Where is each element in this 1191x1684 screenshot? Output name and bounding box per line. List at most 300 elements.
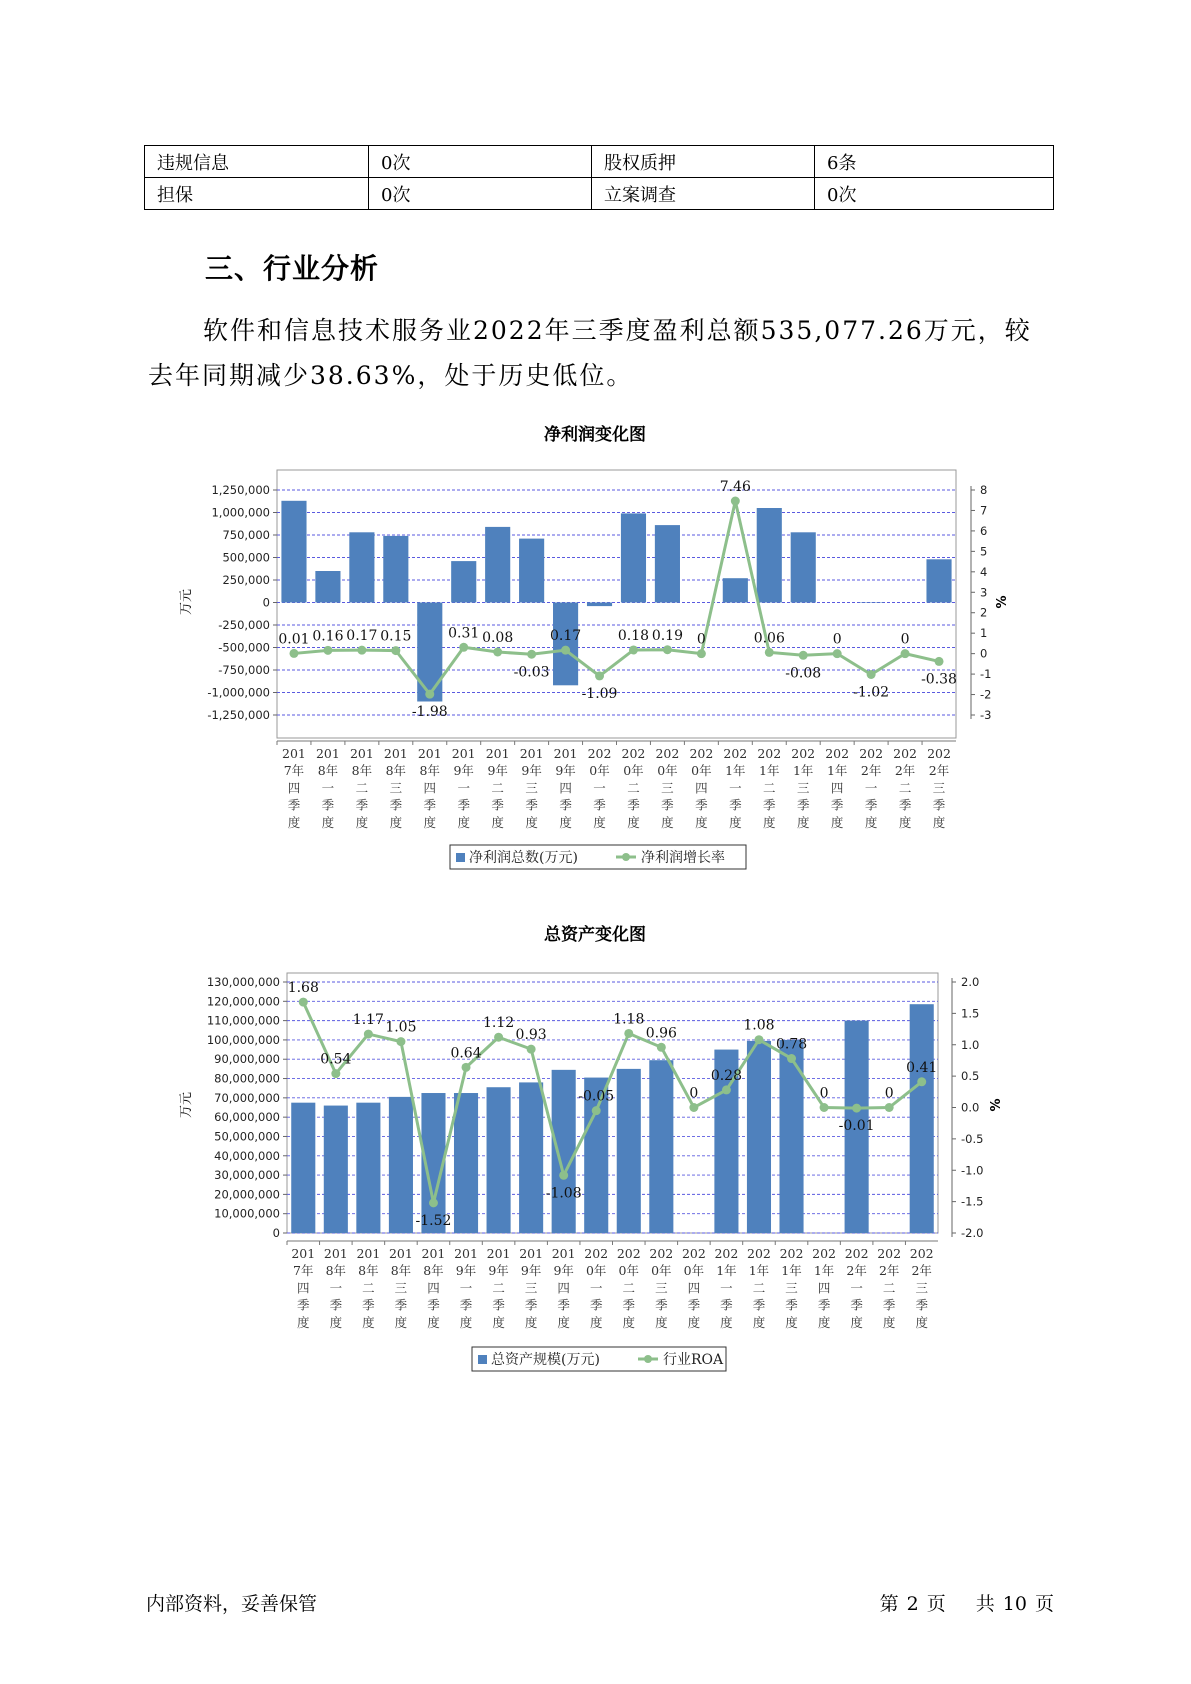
x-tick-label: 季 bbox=[459, 1297, 473, 1313]
x-tick-label: 三 bbox=[932, 780, 946, 796]
x-tick-label: 季 bbox=[830, 797, 844, 813]
x-tick-label: 201 bbox=[421, 1246, 446, 1261]
x-tick-label: 四 bbox=[817, 1280, 831, 1296]
legend-bar-swatch bbox=[456, 853, 465, 862]
x-tick-label: 四 bbox=[559, 780, 572, 796]
x-tick-label: 三 bbox=[915, 1280, 928, 1296]
data-label: -0.03 bbox=[513, 664, 550, 681]
bar bbox=[649, 1060, 673, 1233]
y-axis-label: 万元 bbox=[179, 588, 194, 616]
y-tick-label: 0 bbox=[262, 595, 270, 610]
y2-tick-label: 2.0 bbox=[961, 975, 980, 989]
y2-tick-label: 0.0 bbox=[961, 1100, 980, 1115]
x-tick-label: 9年 bbox=[455, 1263, 477, 1279]
data-label: 0.41 bbox=[906, 1059, 938, 1076]
x-tick-label: 度 bbox=[593, 814, 606, 830]
y-tick-label: 1,250,000 bbox=[211, 483, 270, 497]
bar bbox=[910, 1004, 934, 1233]
bar bbox=[723, 578, 748, 602]
line-point bbox=[494, 1033, 503, 1042]
line-point bbox=[820, 1103, 829, 1112]
data-label: 0.08 bbox=[482, 630, 514, 646]
x-tick-label: 季 bbox=[589, 1297, 603, 1313]
y2-tick-label: 8 bbox=[980, 483, 988, 497]
table-cell-value: 0次 bbox=[369, 146, 592, 178]
y-tick-label: 20,000,000 bbox=[214, 1187, 280, 1202]
x-tick-label: 201 bbox=[417, 746, 442, 761]
x-tick-label: 季 bbox=[491, 797, 504, 813]
y2-tick-label: 1.0 bbox=[961, 1037, 980, 1052]
x-tick-label: 季 bbox=[785, 1297, 798, 1313]
x-tick-label: 度 bbox=[491, 814, 504, 830]
x-tick-label: 度 bbox=[655, 1314, 668, 1330]
x-tick-label: 度 bbox=[559, 814, 572, 830]
x-tick-label: 度 bbox=[423, 814, 437, 830]
x-tick-label: 季 bbox=[687, 1297, 701, 1313]
table-cell-label: 立案调查 bbox=[592, 178, 815, 210]
data-label: 1.17 bbox=[352, 1012, 384, 1029]
x-tick-label: 202 bbox=[757, 746, 782, 761]
y-tick-label: 110,000,000 bbox=[206, 1013, 280, 1028]
data-label: 0.93 bbox=[515, 1027, 547, 1044]
y2-tick-label: -2 bbox=[980, 687, 992, 702]
x-tick-label: 度 bbox=[362, 1314, 375, 1330]
legend-bar-label: 净利润总数(万元) bbox=[469, 850, 578, 866]
line-point bbox=[595, 671, 604, 680]
legend-line-label: 净利润增长率 bbox=[641, 850, 725, 866]
x-tick-label: 一 bbox=[593, 780, 606, 796]
bar bbox=[747, 1041, 771, 1233]
line-point bbox=[299, 998, 308, 1007]
x-tick-label: 201 bbox=[485, 746, 510, 761]
y2-tick-label: 5 bbox=[980, 544, 988, 559]
x-tick-label: 202 bbox=[877, 1246, 902, 1261]
line-point bbox=[391, 646, 400, 655]
x-tick-label: 度 bbox=[864, 814, 878, 830]
total-num: 10 bbox=[1002, 1593, 1027, 1615]
x-tick-label: 202 bbox=[779, 1246, 804, 1261]
x-tick-label: 202 bbox=[649, 1246, 674, 1261]
x-tick-label: 1年 bbox=[813, 1263, 835, 1279]
x-tick-label: 201 bbox=[388, 1246, 413, 1261]
line-point bbox=[559, 1171, 568, 1180]
x-tick-label: 四 bbox=[557, 1280, 570, 1296]
x-tick-label: 202 bbox=[844, 1246, 869, 1261]
y-tick-label: -1,000,000 bbox=[207, 685, 270, 700]
y2-axis-label: % bbox=[989, 1098, 1004, 1112]
line-point bbox=[852, 1104, 861, 1113]
x-tick-label: 202 bbox=[723, 746, 748, 761]
y2-tick-label: -0.5 bbox=[961, 1131, 984, 1146]
x-tick-label: 三 bbox=[661, 780, 674, 796]
data-label: 1.12 bbox=[482, 1015, 515, 1032]
net-profit-chart-svg bbox=[0, 425, 1191, 885]
x-tick-label: 度 bbox=[882, 1314, 896, 1330]
x-tick-label: 202 bbox=[893, 746, 918, 761]
x-tick-label: 8年 bbox=[423, 1263, 444, 1279]
data-label: 1.18 bbox=[613, 1011, 645, 1028]
x-tick-label: 度 bbox=[427, 1314, 440, 1330]
x-tick-label: 201 bbox=[454, 1246, 478, 1261]
x-tick-label: 201 bbox=[486, 1246, 511, 1261]
total-assets-chart-svg bbox=[0, 925, 1191, 1395]
data-label: 0.17 bbox=[549, 628, 582, 645]
bar bbox=[519, 539, 544, 603]
line-point bbox=[592, 1106, 601, 1115]
total-unit: 页 bbox=[1034, 1593, 1054, 1615]
legend-line-label: 行业ROA bbox=[663, 1352, 724, 1368]
line-point bbox=[289, 649, 298, 658]
x-tick-label: 8年 bbox=[358, 1263, 379, 1279]
line-point bbox=[629, 645, 638, 654]
bar bbox=[655, 525, 680, 602]
line-point bbox=[917, 1077, 926, 1086]
x-tick-label: 8年 bbox=[325, 1263, 347, 1279]
y2-tick-label: 1.5 bbox=[961, 1006, 980, 1021]
table-row bbox=[145, 178, 1054, 210]
x-tick-label: 度 bbox=[394, 1314, 408, 1330]
x-tick-label: 9年 bbox=[520, 1263, 542, 1279]
line-point bbox=[527, 1045, 536, 1054]
line-point bbox=[527, 650, 536, 659]
x-tick-label: 季 bbox=[287, 797, 301, 813]
x-tick-label: 度 bbox=[817, 1314, 831, 1330]
x-tick-label: 度 bbox=[785, 1314, 798, 1330]
x-tick-label: 二 bbox=[622, 1280, 636, 1296]
y2-tick-label: 2 bbox=[980, 605, 988, 620]
x-tick-label: 二 bbox=[763, 780, 776, 796]
x-tick-label: 9年 bbox=[488, 1263, 509, 1279]
table-cell-label: 股权质押 bbox=[592, 146, 815, 178]
x-tick-label: 度 bbox=[627, 814, 640, 830]
legend-bar-swatch bbox=[478, 1355, 487, 1364]
y2-tick-label: 4 bbox=[980, 564, 988, 579]
x-tick-label: 度 bbox=[898, 814, 912, 830]
y-tick-label: 80,000,000 bbox=[214, 1071, 280, 1086]
x-tick-label: 201 bbox=[356, 1246, 381, 1261]
x-tick-label: 季 bbox=[695, 797, 708, 813]
x-tick-label: 201 bbox=[519, 1246, 544, 1261]
x-tick-label: 季 bbox=[796, 797, 810, 813]
bar bbox=[485, 527, 510, 603]
data-label: 0.78 bbox=[775, 1036, 808, 1053]
x-tick-label: 四 bbox=[695, 780, 708, 796]
bar bbox=[587, 603, 612, 607]
x-tick-label: 季 bbox=[394, 1297, 408, 1313]
data-label: 0.96 bbox=[645, 1025, 677, 1042]
x-tick-label: 二 bbox=[882, 1280, 896, 1296]
data-label: 0.19 bbox=[651, 627, 684, 644]
x-tick-label: 季 bbox=[389, 797, 403, 813]
x-tick-label: 201 bbox=[315, 746, 340, 761]
x-tick-label: 202 bbox=[621, 746, 646, 761]
data-label: 0.16 bbox=[312, 628, 344, 645]
line-point bbox=[722, 1085, 731, 1094]
data-label: 0.17 bbox=[346, 628, 378, 645]
x-tick-label: 202 bbox=[859, 746, 884, 761]
x-tick-label: 二 bbox=[492, 1280, 505, 1296]
x-tick-label: 度 bbox=[492, 1314, 505, 1330]
x-tick-label: 一 bbox=[329, 1280, 343, 1296]
x-tick-label: 季 bbox=[763, 797, 776, 813]
bar bbox=[315, 571, 340, 603]
data-label: 1.68 bbox=[287, 980, 319, 997]
x-tick-label: 8年 bbox=[351, 763, 373, 779]
data-label: 0.18 bbox=[617, 627, 650, 644]
x-tick-label: 202 bbox=[812, 1246, 837, 1261]
x-tick-label: 201 bbox=[323, 1246, 348, 1261]
x-tick-label: 季 bbox=[423, 797, 437, 813]
data-label: -1.52 bbox=[415, 1212, 452, 1229]
y-axis-label: 万元 bbox=[179, 1091, 194, 1119]
line-point bbox=[885, 1103, 894, 1112]
x-tick-label: 三 bbox=[394, 1280, 408, 1296]
x-tick-label: 度 bbox=[525, 814, 538, 830]
line-point bbox=[689, 1103, 698, 1112]
data-label: -1.09 bbox=[581, 685, 618, 702]
x-tick-label: 0年 bbox=[651, 1263, 672, 1279]
bar bbox=[383, 536, 408, 603]
x-tick-label: 季 bbox=[622, 1297, 636, 1313]
x-tick-label: 季 bbox=[898, 797, 912, 813]
x-tick-label: 季 bbox=[457, 797, 470, 813]
x-tick-label: 度 bbox=[729, 814, 742, 830]
x-tick-label: 季 bbox=[557, 1297, 570, 1313]
x-tick-label: 0年 bbox=[618, 1263, 640, 1279]
x-tick-label: 201 bbox=[551, 1246, 576, 1261]
data-label: 1.05 bbox=[385, 1019, 417, 1036]
bar bbox=[757, 508, 782, 603]
x-tick-label: 一 bbox=[457, 780, 470, 796]
x-tick-label: 度 bbox=[915, 1314, 928, 1330]
chart-title: 净利润变化图 bbox=[544, 425, 646, 445]
data-label: 0 bbox=[696, 631, 706, 648]
line-point bbox=[657, 1043, 666, 1052]
line-point bbox=[799, 651, 808, 660]
x-tick-label: 2年 bbox=[928, 763, 950, 779]
y2-tick-label: 1 bbox=[980, 626, 988, 641]
x-tick-label: 0年 bbox=[589, 763, 610, 779]
table-cell-label: 担保 bbox=[145, 178, 369, 210]
y-tick-label: -750,000 bbox=[218, 663, 270, 677]
bar bbox=[349, 532, 374, 602]
x-tick-label: 度 bbox=[389, 814, 403, 830]
x-tick-label: 0年 bbox=[585, 1263, 607, 1279]
x-tick-label: 二 bbox=[362, 1280, 375, 1296]
net-profit-chart bbox=[0, 425, 1191, 885]
x-tick-label: 1年 bbox=[759, 763, 780, 779]
info-table bbox=[144, 145, 1054, 210]
x-tick-label: 度 bbox=[695, 814, 708, 830]
line-point bbox=[663, 645, 672, 654]
x-tick-label: 季 bbox=[362, 1297, 375, 1313]
x-tick-label: 二 bbox=[355, 780, 369, 796]
x-tick-label: 四 bbox=[423, 780, 437, 796]
x-tick-label: 202 bbox=[791, 746, 816, 761]
x-tick-label: 2年 bbox=[894, 763, 916, 779]
x-tick-label: 202 bbox=[655, 746, 680, 761]
x-tick-label: 2年 bbox=[846, 1263, 867, 1279]
x-tick-label: 季 bbox=[729, 797, 742, 813]
x-tick-label: 度 bbox=[457, 814, 470, 830]
bar bbox=[552, 1070, 576, 1233]
x-tick-label: 7年 bbox=[283, 763, 305, 779]
data-label: 0.54 bbox=[320, 1051, 352, 1068]
x-tick-label: 度 bbox=[622, 1314, 636, 1330]
x-tick-label: 度 bbox=[752, 1314, 766, 1330]
x-tick-label: 度 bbox=[720, 1314, 733, 1330]
y2-tick-label: -1.5 bbox=[961, 1194, 984, 1209]
x-tick-label: 度 bbox=[796, 814, 810, 830]
section-title: 三、行业分析 bbox=[205, 252, 380, 285]
line-point bbox=[357, 646, 366, 655]
bar bbox=[926, 559, 951, 602]
line-point bbox=[833, 649, 842, 658]
x-tick-label: 季 bbox=[627, 797, 640, 813]
x-tick-label: 度 bbox=[287, 814, 301, 830]
line-point bbox=[396, 1037, 405, 1046]
y2-tick-label: -1 bbox=[980, 667, 992, 682]
x-tick-label: 2年 bbox=[860, 763, 882, 779]
x-tick-label: 一 bbox=[864, 780, 878, 796]
total-assets-chart bbox=[0, 925, 1191, 1395]
x-tick-label: 度 bbox=[297, 1314, 310, 1330]
section-paragraph: 软件和信息技术服务业2022年三季度盈利总额535,077.26万元，较去年同期减少38.63%，处于历史低位。 bbox=[148, 316, 1032, 390]
line-point bbox=[364, 1030, 373, 1039]
y2-tick-label: 0 bbox=[980, 646, 988, 661]
x-tick-label: 一 bbox=[729, 780, 742, 796]
bar bbox=[389, 1097, 413, 1233]
x-tick-label: 9年 bbox=[487, 763, 508, 779]
y2-tick-label: 6 bbox=[980, 523, 988, 538]
x-tick-label: 8年 bbox=[317, 763, 339, 779]
line-point bbox=[697, 649, 706, 658]
y2-tick-label: 7 bbox=[980, 503, 988, 518]
x-tick-label: 二 bbox=[627, 780, 640, 796]
table-cell-value: 6条 bbox=[815, 146, 1054, 178]
x-tick-label: 9年 bbox=[555, 763, 576, 779]
x-tick-label: 202 bbox=[616, 1246, 641, 1261]
x-tick-label: 201 bbox=[383, 746, 408, 761]
x-tick-label: 1年 bbox=[716, 1263, 737, 1279]
y-tick-label: 0 bbox=[272, 1226, 280, 1240]
x-tick-label: 季 bbox=[492, 1297, 505, 1313]
bar bbox=[451, 561, 476, 602]
x-tick-label: 2年 bbox=[878, 1263, 900, 1279]
line-point bbox=[935, 657, 944, 666]
table-row bbox=[145, 146, 1054, 178]
y-tick-label: -250,000 bbox=[218, 618, 270, 632]
data-label: 0 bbox=[819, 1085, 829, 1102]
data-label: 0.06 bbox=[753, 630, 785, 647]
x-tick-label: 三 bbox=[525, 780, 538, 796]
x-tick-label: 季 bbox=[355, 797, 369, 813]
data-label: -0.38 bbox=[921, 671, 957, 688]
footer-note: 内部资料，妥善保管 bbox=[146, 1593, 318, 1615]
x-tick-label: 二 bbox=[898, 780, 912, 796]
x-tick-label: 202 bbox=[584, 1246, 609, 1261]
x-tick-label: 四 bbox=[687, 1280, 701, 1296]
line-point bbox=[754, 1035, 763, 1044]
x-tick-label: 季 bbox=[752, 1297, 766, 1313]
x-tick-label: 三 bbox=[785, 1280, 798, 1296]
x-tick-label: 0年 bbox=[691, 763, 712, 779]
x-tick-label: 二 bbox=[491, 780, 504, 796]
x-tick-label: 季 bbox=[915, 1297, 928, 1313]
x-tick-label: 季 bbox=[593, 797, 606, 813]
x-tick-label: 度 bbox=[329, 1314, 343, 1330]
data-label: 0.15 bbox=[380, 628, 412, 645]
bar bbox=[281, 501, 306, 603]
x-tick-label: 202 bbox=[714, 1246, 739, 1261]
x-tick-label: 四 bbox=[297, 1280, 310, 1296]
bar bbox=[356, 1103, 380, 1233]
x-tick-label: 二 bbox=[752, 1280, 766, 1296]
line-point bbox=[624, 1029, 633, 1038]
data-label: 1.08 bbox=[743, 1017, 775, 1034]
bar bbox=[791, 532, 816, 602]
x-tick-label: 0年 bbox=[623, 763, 644, 779]
y-tick-label: 90,000,000 bbox=[214, 1052, 280, 1067]
line-point bbox=[867, 670, 876, 679]
y-tick-label: 10,000,000 bbox=[214, 1206, 280, 1221]
x-tick-label: 201 bbox=[519, 746, 544, 761]
x-tick-label: 8年 bbox=[385, 763, 407, 779]
bar bbox=[454, 1093, 478, 1233]
legend-bar-label: 总资产规模(万元) bbox=[491, 1352, 600, 1368]
y2-tick-label: 0.5 bbox=[961, 1069, 980, 1084]
bar bbox=[417, 603, 442, 702]
y-tick-label: 70,000,000 bbox=[214, 1090, 280, 1105]
bar bbox=[291, 1103, 315, 1233]
legend-line-marker bbox=[622, 853, 630, 861]
y-tick-label: 750,000 bbox=[222, 528, 270, 542]
x-tick-label: 202 bbox=[927, 746, 951, 761]
page-number bbox=[872, 1589, 1054, 1616]
y2-tick-label: -3 bbox=[980, 708, 992, 722]
x-tick-label: 季 bbox=[321, 797, 335, 813]
x-tick-label: 季 bbox=[850, 1297, 863, 1313]
x-tick-label: 7年 bbox=[293, 1263, 314, 1279]
x-tick-label: 度 bbox=[932, 814, 946, 830]
x-tick-label: 9年 bbox=[521, 763, 542, 779]
x-tick-label: 201 bbox=[349, 746, 374, 761]
total-prefix: 共 bbox=[975, 1593, 995, 1615]
x-tick-label: 一 bbox=[589, 1280, 603, 1296]
x-tick-label: 三 bbox=[655, 1280, 668, 1296]
x-tick-label: 季 bbox=[655, 1297, 668, 1313]
y-tick-label: 130,000,000 bbox=[206, 975, 280, 989]
line-point bbox=[425, 690, 434, 699]
data-label: -1.02 bbox=[853, 684, 890, 701]
x-tick-label: 9年 bbox=[453, 763, 474, 779]
y-tick-label: -500,000 bbox=[218, 640, 270, 655]
page-num: 2 bbox=[906, 1593, 919, 1615]
x-tick-label: 8年 bbox=[419, 763, 441, 779]
x-tick-label: 度 bbox=[850, 1314, 863, 1330]
line-point bbox=[429, 1198, 438, 1207]
x-tick-label: 度 bbox=[687, 1314, 701, 1330]
x-tick-label: 201 bbox=[291, 1246, 316, 1261]
x-tick-label: 9年 bbox=[553, 1263, 574, 1279]
y2-tick-label: -2.0 bbox=[961, 1226, 984, 1240]
line-point bbox=[901, 649, 910, 658]
x-tick-label: 2年 bbox=[911, 1263, 932, 1279]
x-tick-label: 202 bbox=[681, 1246, 706, 1261]
line-point bbox=[787, 1054, 796, 1063]
x-tick-label: 一 bbox=[459, 1280, 473, 1296]
x-tick-label: 202 bbox=[825, 746, 850, 761]
